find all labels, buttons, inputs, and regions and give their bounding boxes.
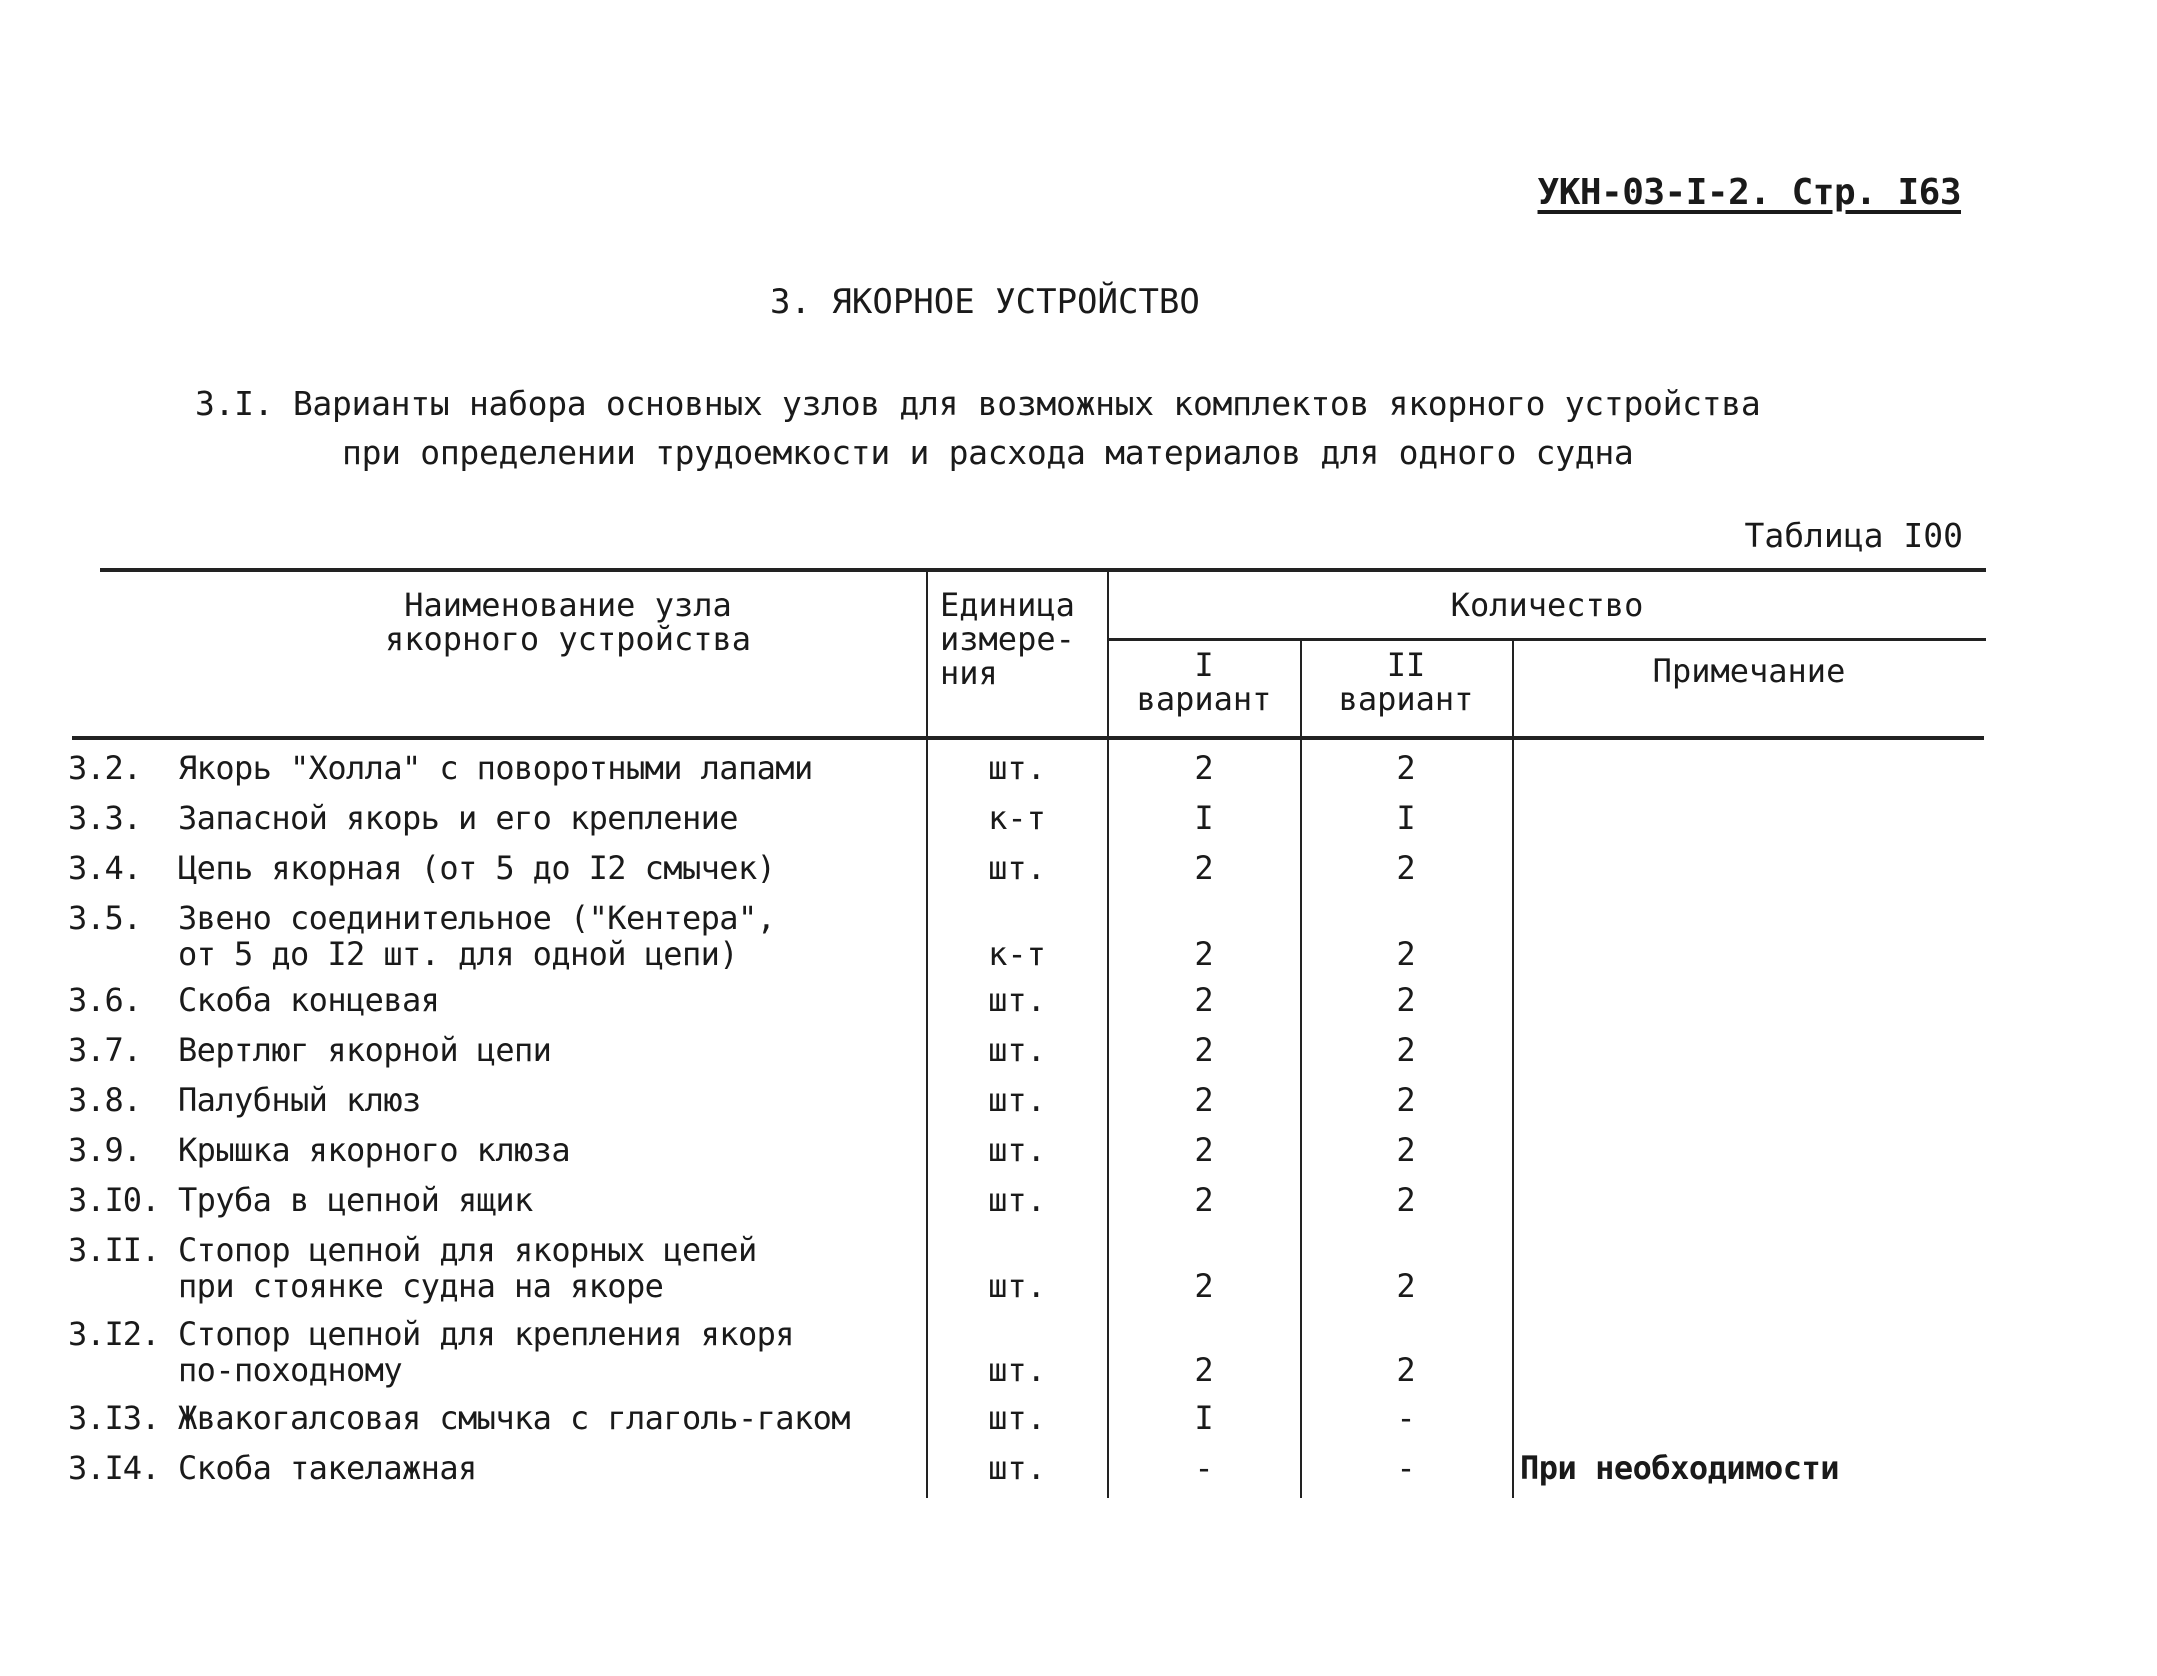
row-note: При необходимости <box>1520 1449 1840 1487</box>
row-variant-2: - <box>1396 1399 1416 1437</box>
table-row <box>68 1232 1980 1316</box>
row-unit: к-т <box>988 799 1046 837</box>
row-name: Цепь якорная (от 5 до I2 смычек) <box>178 849 776 887</box>
row-name: Стопор цепной для крепления якоря по-походному <box>178 1315 794 1389</box>
row-name: Стопор цепной для якорных цепей при стоянке судна на якоре <box>178 1231 757 1305</box>
row-unit: шт. <box>988 981 1046 1019</box>
header-name: Наименование узла якорного устройства <box>384 586 752 658</box>
row-variant-1: 2 <box>1194 981 1214 1019</box>
row-variant-1: 2 <box>1194 1131 1214 1169</box>
row-variant-1: 2 <box>1194 849 1214 887</box>
table-top-rule <box>100 568 1986 572</box>
row-name: Крышка якорного клюза <box>178 1131 570 1169</box>
table-row <box>68 750 1980 800</box>
row-unit: шт. <box>988 1131 1046 1169</box>
row-variant-1: 2 <box>1194 1031 1214 1069</box>
quantity-sub-rule <box>1108 638 1986 641</box>
row-variant-1: I <box>1194 799 1214 837</box>
row-number: 3.5. <box>68 899 142 937</box>
table-body <box>68 750 1980 1500</box>
row-number: 3.I4. <box>68 1449 160 1487</box>
header-variant-1: I вариант <box>1136 646 1272 718</box>
header-quantity: Количество <box>1450 586 1644 624</box>
row-variant-1: 2 <box>1194 1081 1214 1119</box>
row-unit: шт. <box>988 1399 1046 1437</box>
row-variant-2: 2 <box>1396 1181 1416 1219</box>
row-name: Жвакогалсовая смычка с глаголь-гаком <box>178 1399 850 1437</box>
row-name: Запасной якорь и его крепление <box>178 799 738 837</box>
page-code: УКН-03-I-2. Стр. I63 <box>1537 172 1961 213</box>
header-bottom-rule <box>72 736 1984 740</box>
row-unit: шт. <box>988 1351 1046 1389</box>
row-variant-2: 2 <box>1396 849 1416 887</box>
row-number: 3.I2. <box>68 1315 160 1353</box>
row-variant-2: - <box>1396 1449 1416 1487</box>
row-variant-1: 2 <box>1194 1267 1214 1305</box>
row-unit: шт. <box>988 849 1046 887</box>
table-row <box>68 1400 1980 1450</box>
table-row <box>68 1132 1980 1182</box>
row-variant-2: 2 <box>1396 935 1416 973</box>
row-variant-1: 2 <box>1194 749 1214 787</box>
row-unit: к-т <box>988 935 1046 973</box>
header-note: Примечание <box>1652 652 1846 690</box>
row-number: 3.6. <box>68 981 142 1019</box>
row-name: Скоба концевая <box>178 981 440 1019</box>
row-variant-2: I <box>1396 799 1416 837</box>
row-number: 3.4. <box>68 849 142 887</box>
table-row <box>68 800 1980 850</box>
row-variant-2: 2 <box>1396 1351 1416 1389</box>
row-number: 3.I3. <box>68 1399 160 1437</box>
row-name: Труба в цепной ящик <box>178 1181 533 1219</box>
row-name: Звено соединительное ("Кентера", от 5 до I2 шт. для одной цепи) <box>178 899 776 973</box>
row-variant-2: 2 <box>1396 1267 1416 1305</box>
row-number: 3.7. <box>68 1031 142 1069</box>
row-variant-2: 2 <box>1396 749 1416 787</box>
row-variant-2: 2 <box>1396 981 1416 1019</box>
row-number: 3.II. <box>68 1231 160 1269</box>
row-variant-1: 2 <box>1194 1351 1214 1389</box>
row-variant-1: 2 <box>1194 935 1214 973</box>
table-row <box>68 900 1980 982</box>
row-variant-1: - <box>1194 1449 1214 1487</box>
table-row <box>68 1032 1980 1082</box>
row-number: 3.2. <box>68 749 142 787</box>
row-number: 3.3. <box>68 799 142 837</box>
header-unit: Единица измере- ния <box>940 586 1075 692</box>
row-variant-2: 2 <box>1396 1131 1416 1169</box>
header-variant-2: II вариант <box>1338 646 1474 718</box>
row-number: 3.I0. <box>68 1181 160 1219</box>
row-unit: шт. <box>988 1267 1046 1305</box>
section-title: 3. ЯКОРНОЕ УСТРОЙСТВО <box>770 282 1200 322</box>
table-label: Таблица I00 <box>1744 516 1963 555</box>
row-variant-1: I <box>1194 1399 1214 1437</box>
table-row <box>68 982 1980 1032</box>
subtitle-line-1: 3.I. Варианты набора основных узлов для возможных комплектов якорного устройства <box>195 384 1761 423</box>
row-variant-2: 2 <box>1396 1081 1416 1119</box>
table-row <box>68 850 1980 900</box>
row-name: Якорь "Холла" с поворотными лапами <box>178 749 813 787</box>
row-unit: шт. <box>988 1081 1046 1119</box>
row-variant-2: 2 <box>1396 1031 1416 1069</box>
row-name: Вертлюг якорной цепи <box>178 1031 552 1069</box>
row-unit: шт. <box>988 1181 1046 1219</box>
table-row <box>68 1182 1980 1232</box>
table-row <box>68 1082 1980 1132</box>
row-name: Скоба такелажная <box>178 1449 477 1487</box>
components-table <box>68 568 1980 1508</box>
row-variant-1: 2 <box>1194 1181 1214 1219</box>
row-unit: шт. <box>988 1449 1046 1487</box>
row-number: 3.8. <box>68 1081 142 1119</box>
table-row <box>68 1450 1980 1500</box>
row-unit: шт. <box>988 749 1046 787</box>
row-unit: шт. <box>988 1031 1046 1069</box>
subtitle-line-2: при определении трудоемкости и расхода материалов для одного судна <box>342 433 1634 472</box>
table-row <box>68 1316 1980 1400</box>
row-name: Палубный клюз <box>178 1081 421 1119</box>
row-number: 3.9. <box>68 1131 142 1169</box>
